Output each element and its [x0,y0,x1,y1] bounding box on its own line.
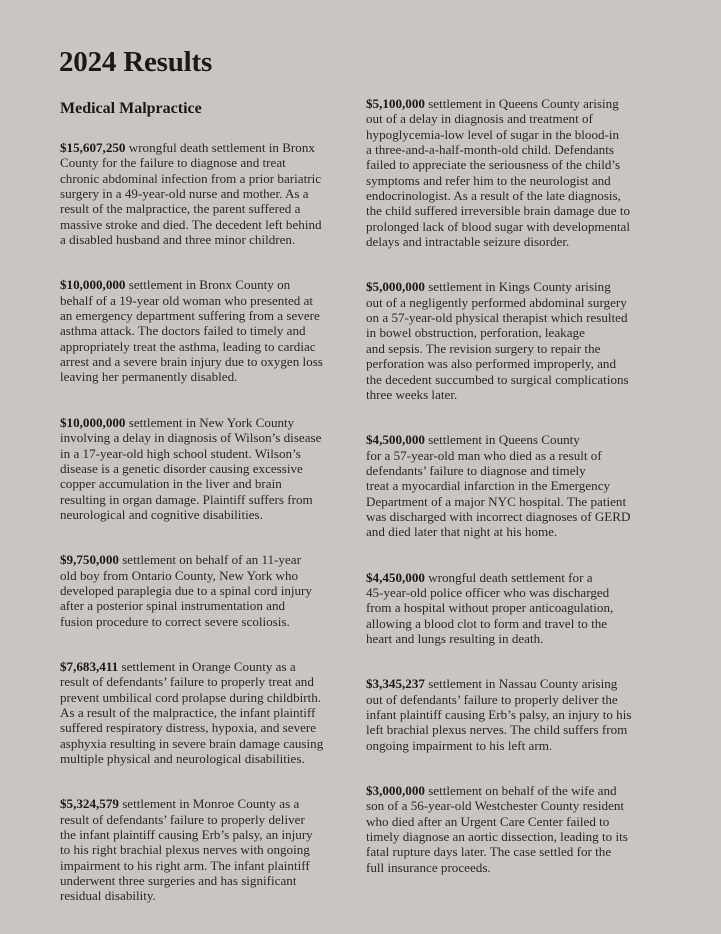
settlement-amount: $10,000,000 [60,277,126,293]
settlement-description: settlement in Queens County for a 57-year-old man who died as a result of defendants’ failure to diagnose and timely treat a myocardial infarction in the Emergency Department of a major NYC hospital. The patient was discharged with incorrect diagnoses of GERD and died later that night at his home. [366,432,631,540]
settlement-description: settlement in New York County involving a delay in diagnosis of Wilson’s disease in a 17-year-old high school student. Wilson’s disease is a genetic disorder causing excessive copper accumulation in the liver and brain resulting in organ damage. Plaintiff suffers from neurological and cognitive disabilities. [60,414,322,522]
result-entry [366,432,666,539]
settlement-description: settlement in Kings County arising out of a negligently performed abdominal surgery on a 57-year-old physical therapist which resulted in bowel obstruction, perforation, leakage and sepsis. The revision surgery to repair the perforation was also performed improperly, and the decedent succumbed to surgical complications three weeks later. [366,279,629,402]
settlement-amount: $4,450,000 [366,569,425,585]
result-entry [366,676,666,753]
settlement-description: settlement in Bronx County on behalf of a 19-year old woman who presented at an emergency department suffering from a severe asthma attack. The doctors failed to timely and appropriately treat the asthma, leading to cardiac arrest and a severe brain injury due to oxygen loss leaving her permanently disabled. [60,277,323,385]
results-column-left [60,140,360,934]
settlement-description: wrongful death settlement for a 45-year-old police officer who was discharged from a hospital without proper anticoagulation, allowing a blood clot to form and travel to the heart and lungs resulting in death. [366,569,614,646]
result-entry [366,570,666,647]
result-entry [60,659,360,766]
settlement-amount: $5,324,579 [60,796,119,812]
result-entry [60,277,360,384]
result-entry [60,140,360,247]
result-entry [60,415,360,522]
result-entry [60,552,360,629]
result-entry [366,783,666,875]
settlement-description: settlement in Orange County as a result of defendants’ failure to properly treat and prevent umbilical cord prolapse during childbirth. As a result of the malpractice, the infant plaintiff suffered respiratory distress, hypoxia, and severe asphyxia resulting in severe brain damage causing multiple physical and neurological disabilities. [60,658,324,766]
settlement-amount: $4,500,000 [366,432,425,448]
section-title-medical-malpractice: Medical Malpractice [60,100,202,117]
settlement-description: settlement on behalf of an 11-year old boy from Ontario County, New York who developed paraplegia due to a spinal cord injury after a posterior spinal instrumentation and fusion procedure to correct severe scoliosis. [60,552,312,629]
settlement-amount: $9,750,000 [60,552,119,568]
result-entry [60,796,360,903]
settlement-description: settlement on behalf of the wife and son of a 56-year-old Westchester County resident who died after an Urgent Care Center failed to timely diagnose an aortic dissection, leading to its fatal rupture days later. The case settled for the full insurance proceeds. [366,783,628,875]
result-entry [366,96,666,249]
settlement-description: wrongful death settlement in Bronx County for the failure to diagnose and treat chronic abdominal infection from a prior bariatric surgery in a 49-year-old nurse and mother. As a result of the malpractice, the parent suffered a massive stroke and died. The decedent left behind a disabled husband and three minor children. [60,140,322,248]
result-entry [366,279,666,402]
settlement-amount: $15,607,250 [60,140,126,155]
settlement-amount: $3,000,000 [366,783,425,799]
settlement-amount: $5,000,000 [366,279,425,295]
results-column-right [366,96,666,905]
settlement-amount: $10,000,000 [60,414,126,430]
settlement-amount: $5,100,000 [366,96,425,111]
settlement-amount: $3,345,237 [366,676,425,692]
settlement-description: settlement in Nassau County arising out of defendants’ failure to properly deliver the infant plaintiff causing Erb’s palsy, an injury to his left brachial plexus nerves. The child suffers from ongoing impairment to his left arm. [366,676,632,753]
settlement-description: settlement in Queens County arising out of a delay in diagnosis and treatment of hypoglycemia-low level of sugar in the blood-in a three-and-a-half-month-old child. Defendants failed to appreciate the seriousness of the child’s symptoms and refer him to the neurologist and endocrinologist. As a result of the late diagnosis, the child suffered irreversible brain damage due to prolonged lack of blood sugar with developmental delays and intractable seizure disorder. [366,96,631,250]
page-title: 2024 Results [59,46,213,78]
settlement-amount: $7,683,411 [60,658,119,674]
settlement-description: settlement in Monroe County as a result of defendants’ failure to properly deliver the infant plaintiff causing Erb’s palsy, an injury to his right brachial plexus nerves with ongoing impairment to his right arm. The infant plaintiff underwent three surgeries and has significant residual disability. [60,796,313,904]
